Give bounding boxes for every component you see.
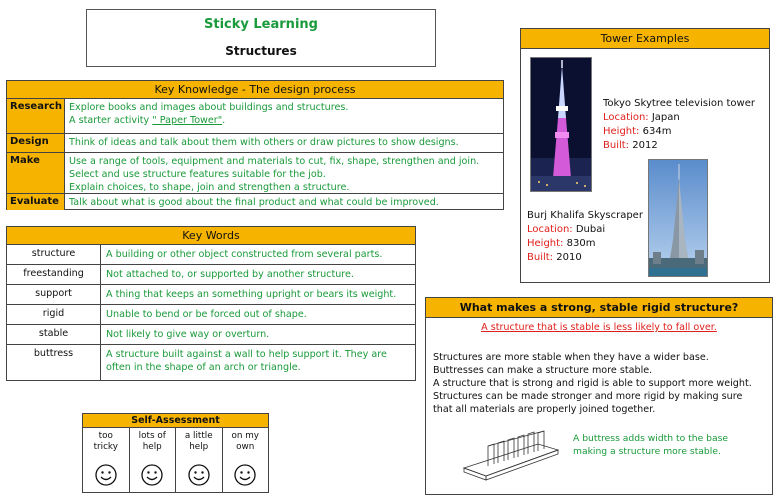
height-label: Height: — [527, 238, 564, 249]
self-assessment-options — [83, 428, 268, 492]
key-word-definition: A structure built against a wall to help support it. They are often in the shape of an arch or triangle. — [106, 349, 387, 373]
tower-info-burj — [527, 209, 643, 265]
strong-structure-subtitle: A structure that is stable is less likely to fall over. — [481, 322, 717, 333]
kk-line-suffix: . — [222, 115, 226, 126]
key-word-term: support — [7, 285, 101, 304]
location-value: Japan — [651, 112, 680, 123]
key-word-term: freestanding — [7, 265, 101, 284]
height-value: 830m — [566, 238, 596, 249]
kk-line: Talk about what is good about the final product and what could be improved. — [69, 197, 439, 208]
option-label: help — [189, 442, 209, 452]
key-knowledge-header: Key Knowledge - The design process — [7, 81, 503, 99]
height-label: Height: — [603, 126, 640, 137]
key-word-definition: Unable to bend or be forced out of shape. — [106, 309, 307, 320]
option-label: own — [236, 442, 255, 452]
buttress-diagram — [458, 428, 562, 482]
strong-structure-line: Buttresses can make a structure more stable. — [433, 365, 653, 376]
kk-text — [65, 153, 503, 193]
tower-examples-header: Tower Examples — [521, 29, 769, 49]
self-assessment-panel — [82, 413, 269, 493]
page-title: Sticky Learning — [204, 17, 318, 32]
buttress-note: A buttress adds width to the base making a structure more stable. — [573, 433, 729, 457]
kk-line: Think of ideas and talk about them with others or draw pictures to show designs. — [69, 137, 459, 148]
key-word-definition: Not likely to give way or overturn. — [106, 329, 270, 340]
key-words-panel — [6, 226, 416, 381]
key-knowledge-panel — [6, 80, 504, 210]
burj-khalifa-photo — [648, 159, 708, 277]
key-word-term: buttress — [7, 345, 101, 380]
self-assessment-option-too-tricky[interactable] — [83, 428, 130, 492]
option-label: tricky — [93, 442, 118, 452]
built-label: Built: — [527, 252, 554, 263]
kk-row-evaluate — [7, 194, 503, 210]
self-assessment-header: Self-Assessment — [83, 414, 268, 428]
kk-text — [65, 134, 503, 152]
kk-row-design — [7, 134, 503, 153]
kk-line: Explain choices, to shape, join and strengthen a structure. — [69, 182, 350, 193]
kk-line: Use a range of tools, equipment and materials to cut, fix, shape, strengthen and join. — [69, 156, 480, 167]
kk-line-with-link — [69, 114, 499, 127]
key-word-row — [7, 305, 415, 325]
kk-label: Design — [7, 134, 65, 152]
strong-structure-line: Structures can be made stronger and more rigid by making sure — [433, 391, 743, 402]
key-word-row — [7, 265, 415, 285]
smiley-face-icon — [141, 464, 163, 486]
kk-line: Select and use structure features suitable for the job. — [69, 169, 326, 180]
strong-structure-line: A structure that is strong and rigid is able to support more weight. — [433, 378, 752, 389]
strong-structure-body — [426, 351, 772, 416]
kk-text — [65, 194, 503, 210]
strong-structure-line: Structures are more stable when they have a wider base. — [433, 352, 709, 363]
key-word-definition: A building or other object constructed from several parts. — [106, 249, 383, 260]
key-word-term: stable — [7, 325, 101, 344]
kk-line: A starter activity — [69, 115, 153, 126]
option-label: too — [98, 431, 113, 441]
self-assessment-option-lots-of-help[interactable] — [130, 428, 177, 492]
option-label: lots of — [138, 431, 166, 441]
location-value: Dubai — [575, 224, 606, 235]
key-word-definition: Not attached to, or supported by another structure. — [106, 269, 354, 280]
tokyo-skytree-photo — [530, 57, 592, 192]
tower-examples-panel — [520, 28, 770, 283]
title-box — [86, 9, 436, 67]
tower-info-skytree — [603, 97, 755, 153]
tower-name: Burj Khalifa Skyscraper — [527, 210, 643, 221]
key-word-definition: A thing that keeps an something upright or bears its weight. — [106, 289, 397, 300]
kk-label: Evaluate — [7, 194, 65, 210]
key-word-row — [7, 345, 415, 380]
built-value: 2012 — [632, 140, 658, 151]
smiley-face-icon — [234, 464, 256, 486]
kk-label: Make — [7, 153, 65, 193]
option-label: help — [142, 442, 162, 452]
kk-label: Research — [7, 99, 65, 133]
option-label: on my — [231, 431, 260, 441]
tower-name: Tokyo Skytree television tower — [603, 98, 755, 109]
smiley-face-icon — [95, 464, 117, 486]
key-word-row — [7, 285, 415, 305]
built-value: 2010 — [556, 252, 582, 263]
key-words-header: Key Words — [7, 227, 415, 245]
built-label: Built: — [603, 140, 630, 151]
strong-structure-header: What makes a strong, stable rigid structure? — [426, 298, 772, 318]
paper-tower-link[interactable]: " Paper Tower" — [152, 115, 223, 126]
self-assessment-option-a-little-help[interactable] — [176, 428, 223, 492]
kk-line: Explore books and images about buildings and structures. — [69, 102, 349, 113]
key-word-row — [7, 325, 415, 345]
kk-row-make — [7, 153, 503, 194]
option-label: a little — [184, 431, 213, 441]
key-word-term: structure — [7, 245, 101, 264]
location-label: Location: — [527, 224, 573, 235]
kk-row-research — [7, 99, 503, 134]
smiley-face-icon — [188, 464, 210, 486]
self-assessment-option-on-my-own[interactable] — [223, 428, 269, 492]
location-label: Location: — [603, 112, 649, 123]
strong-structure-line: that all materials are properly joined together. — [433, 404, 656, 415]
key-word-term: rigid — [7, 305, 101, 324]
page-subtitle: Structures — [225, 44, 297, 58]
height-value: 634m — [642, 126, 672, 137]
strong-structure-panel — [425, 297, 773, 495]
kk-text — [65, 99, 503, 133]
key-word-row — [7, 245, 415, 265]
